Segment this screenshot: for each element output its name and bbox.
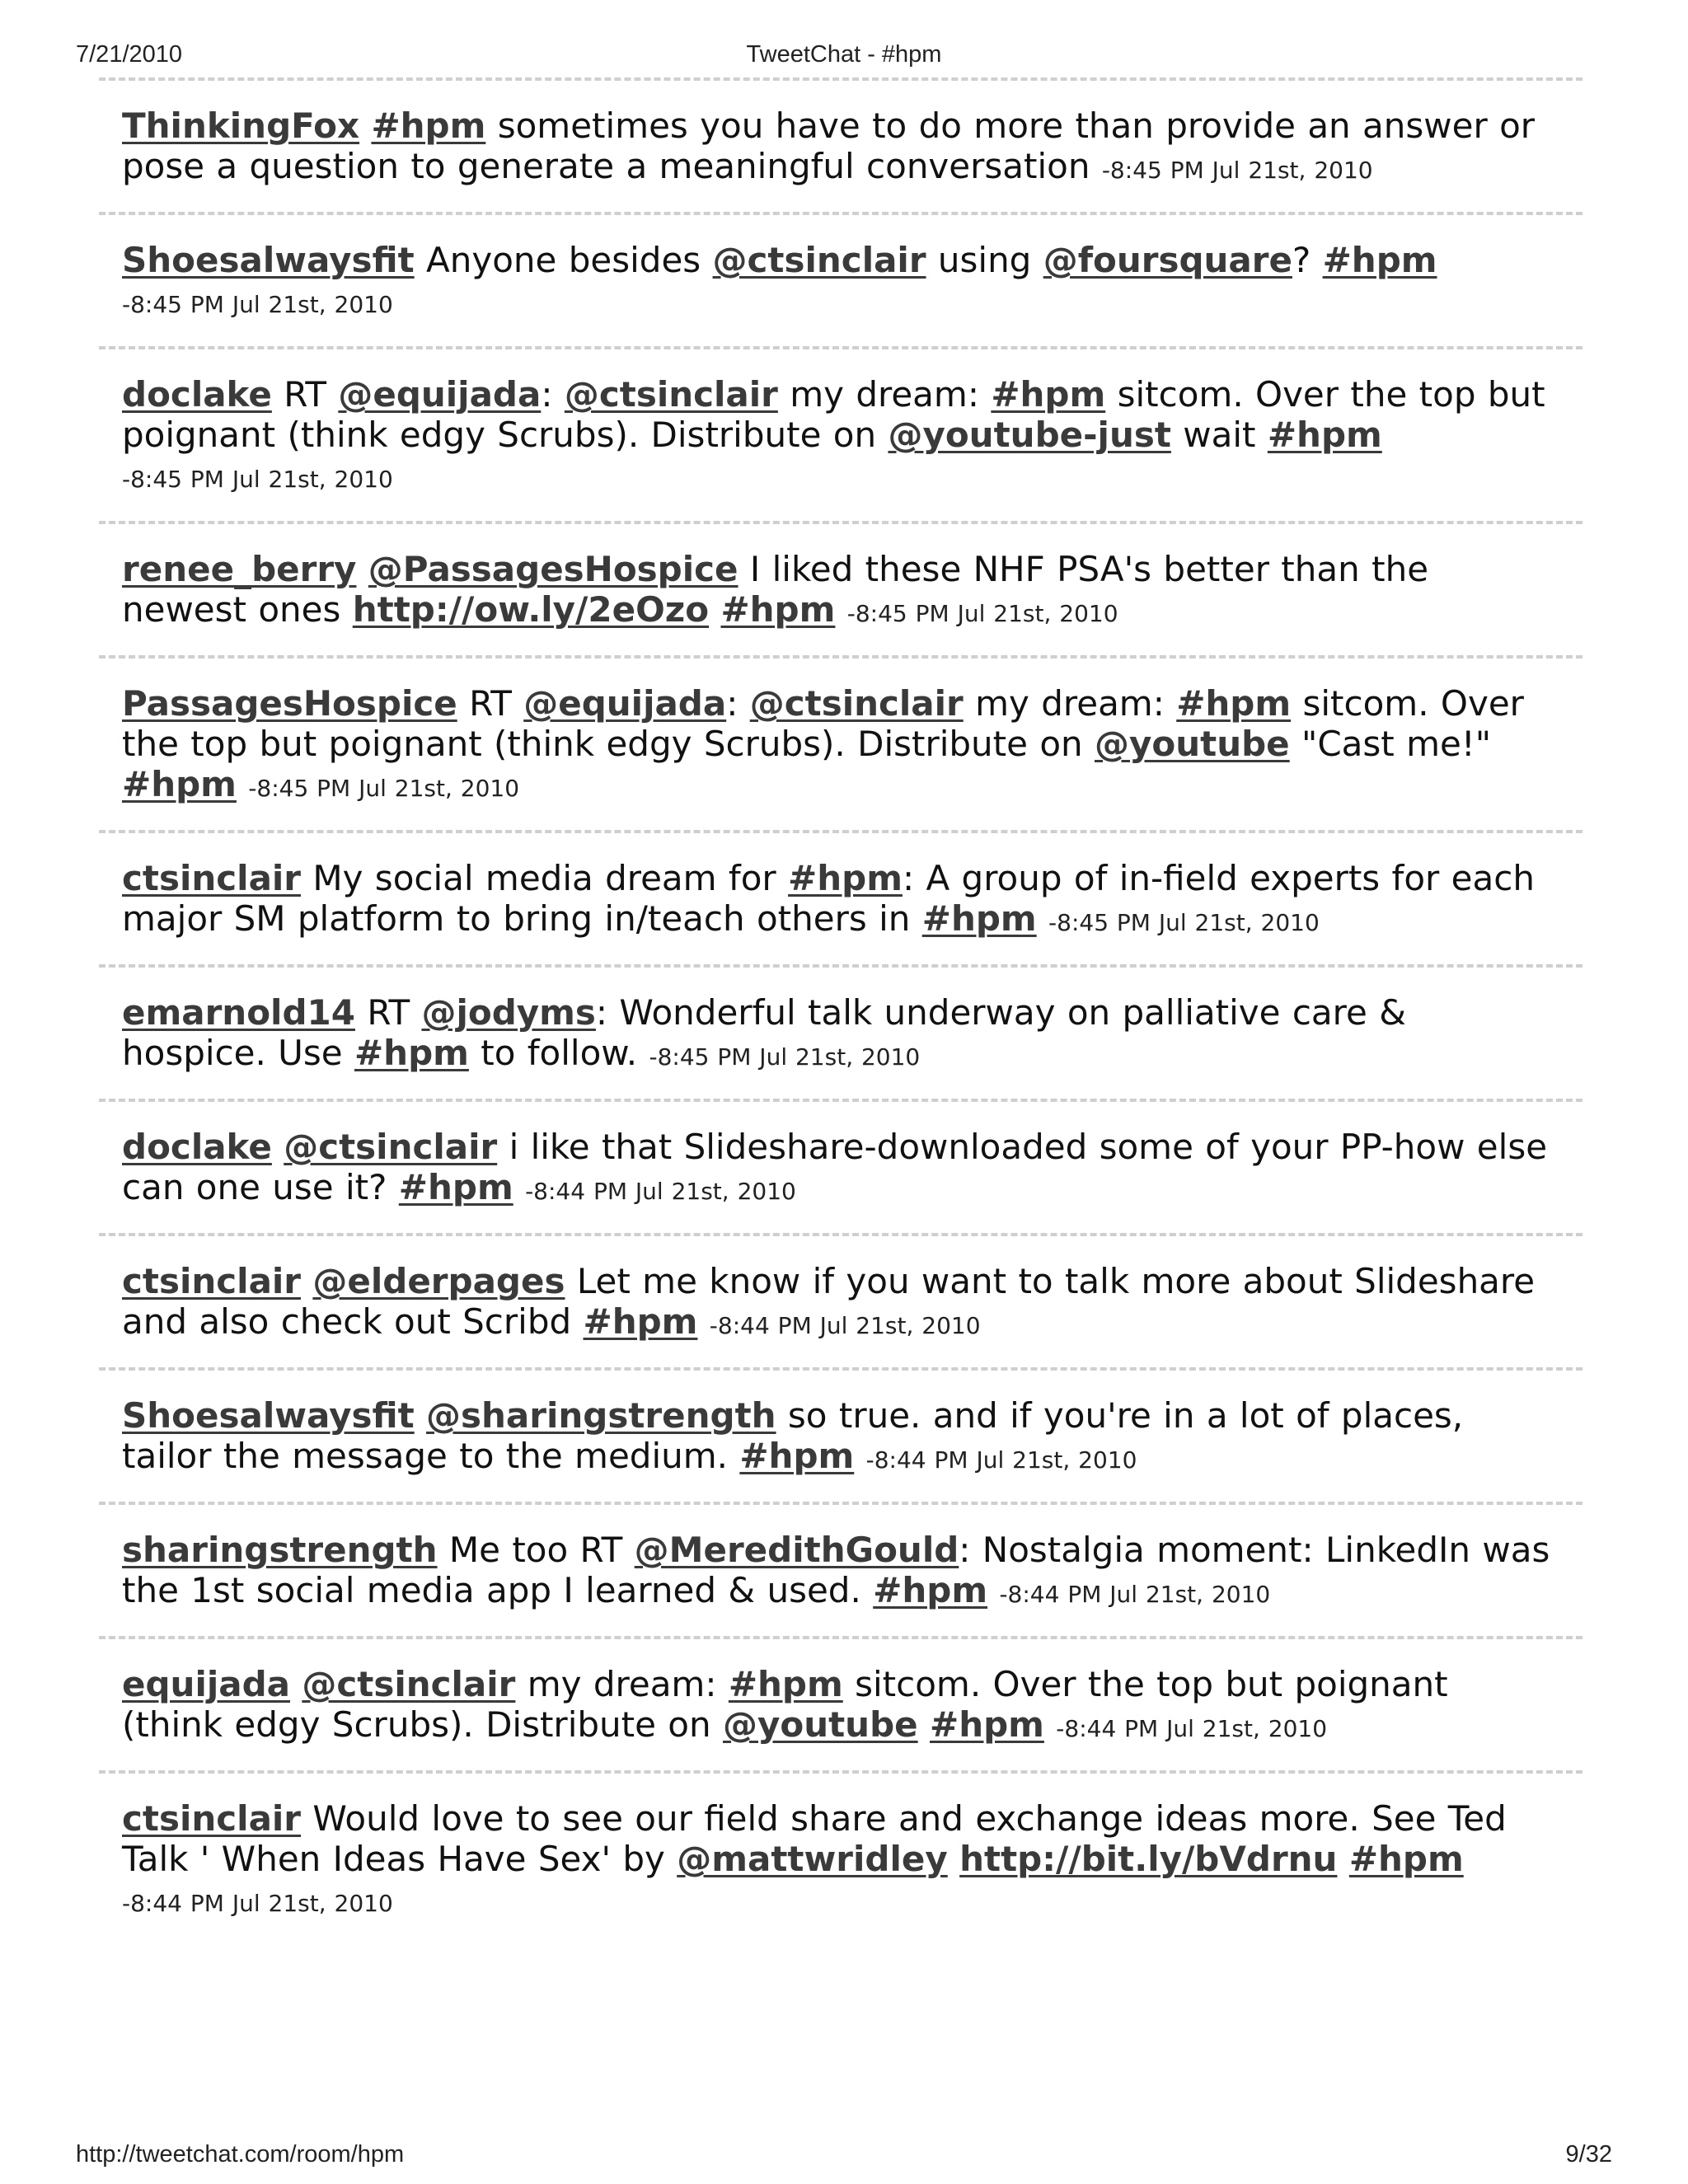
hashtag-link[interactable]: #hpm (1322, 240, 1437, 280)
hashtag-link[interactable]: #hpm (739, 1436, 855, 1476)
author-link[interactable]: Shoesalwaysfit (122, 1395, 415, 1436)
tweet-text: : Wonderful talk underway on palliative care & hospice. Use (122, 992, 1406, 1073)
tweet-item (99, 1636, 1582, 1770)
tweet-timestamp: -8:45 PM Jul 21st, 2010 (1048, 909, 1320, 936)
tweet-text: Would love to see our field share and exchange ideas more. See Ted Talk ' When Ideas Have Sex' by (122, 1798, 1507, 1879)
mention-link[interactable]: @jodyms (421, 992, 596, 1033)
tweet-item (99, 655, 1582, 830)
author-link[interactable]: doclake (122, 374, 272, 415)
tweet-timestamp: -8:45 PM Jul 21st, 2010 (122, 466, 393, 493)
tweet-text: Anyone besides (414, 240, 713, 280)
tweet-text: wait (1170, 415, 1268, 455)
tweet-text: : A group of in-field experts for each major SM platform to bring in/teach others in (122, 858, 1535, 939)
tweet-timestamp: -8:44 PM Jul 21st, 2010 (865, 1446, 1137, 1474)
tweet-text (356, 549, 368, 589)
mention-link[interactable]: @youtube (722, 1704, 918, 1745)
tweet-timestamp: -8:44 PM Jul 21st, 2010 (999, 1581, 1271, 1608)
tweet-item (99, 521, 1582, 655)
tweet-text: sitcom. Over the top but poignant (think edgy Scrubs). Distribute on (122, 374, 1545, 455)
tweet-text (1044, 1704, 1056, 1745)
mention-link[interactable]: @MeredithGould (634, 1530, 959, 1570)
hashtag-link[interactable]: #hpm (1348, 1839, 1464, 1879)
hashtag-link[interactable]: #hpm (728, 1664, 843, 1704)
tweet-timestamp: -8:45 PM Jul 21st, 2010 (122, 291, 393, 318)
tweet-timestamp: -8:44 PM Jul 21st, 2010 (525, 1178, 796, 1205)
tweet-text (513, 1167, 525, 1207)
tweet-item (99, 346, 1582, 521)
mention-link[interactable]: @elderpages (312, 1261, 565, 1301)
tweet-text: my dream: (515, 1664, 729, 1704)
author-link[interactable]: PassagesHospice (122, 683, 457, 724)
hashtag-link[interactable]: #hpm (720, 589, 836, 630)
print-header (76, 41, 1612, 74)
tweet-item (99, 1099, 1582, 1233)
tweet-item (99, 964, 1582, 1099)
tweet-text: using (926, 240, 1043, 280)
tweet-text: : (726, 683, 750, 724)
url-link[interactable]: http://bit.ly/bVdrnu (959, 1839, 1338, 1879)
tweet-text (1037, 898, 1048, 939)
tweet-timestamp: -8:45 PM Jul 21st, 2010 (1101, 157, 1373, 184)
tweet-feed (99, 77, 1582, 1945)
author-link[interactable]: sharingstrength (122, 1530, 438, 1570)
hashtag-link[interactable]: #hpm (1267, 415, 1382, 455)
tweet-timestamp: -8:45 PM Jul 21st, 2010 (649, 1043, 921, 1071)
page-url: http://tweetchat.com/room/hpm (76, 2141, 405, 2168)
tweet-text: ? (1292, 240, 1323, 280)
author-link[interactable]: doclake (122, 1127, 272, 1167)
page-title: TweetChat - #hpm (746, 41, 942, 68)
hashtag-link[interactable]: #hpm (1176, 683, 1292, 724)
mention-link[interactable]: @mattwridley (677, 1839, 948, 1879)
tweet-timestamp: -8:44 PM Jul 21st, 2010 (122, 1890, 393, 1917)
mention-link[interactable]: @ctsinclair (302, 1664, 516, 1704)
tweet-text: sitcom. Over the top but poignant (think edgy Scrubs). Distribute on (122, 1664, 1448, 1745)
tweet-text (948, 1839, 959, 1879)
tweet-item (99, 830, 1582, 964)
tweet-text (697, 1301, 709, 1342)
tweet-timestamp: -8:44 PM Jul 21st, 2010 (709, 1312, 981, 1339)
tweet-text: my dream: (963, 683, 1177, 724)
tweet-text (415, 1395, 426, 1436)
tweet-text: RT (271, 374, 339, 415)
author-link[interactable]: emarnold14 (122, 992, 355, 1033)
mention-link[interactable]: @PassagesHospice (368, 549, 738, 589)
tweet-text: RT (354, 992, 422, 1033)
tweet-text (301, 1261, 312, 1301)
hashtag-link[interactable]: #hpm (122, 764, 237, 804)
tweet-text: sometimes you have to do more than provide an answer or pose a question to generate a meaningful conversation (122, 105, 1536, 186)
author-link[interactable]: Shoesalwaysfit (122, 240, 415, 280)
tweet-item (99, 1367, 1582, 1502)
hashtag-link[interactable]: #hpm (398, 1167, 513, 1207)
hashtag-link[interactable]: #hpm (788, 858, 903, 898)
tweet-timestamp: -8:44 PM Jul 21st, 2010 (1056, 1715, 1328, 1742)
print-footer (76, 2141, 1612, 2174)
tweet-timestamp: -8:45 PM Jul 21st, 2010 (248, 775, 520, 802)
tweet-text: my dream: (777, 374, 992, 415)
tweet-item (99, 77, 1582, 212)
page-number: 9/32 (1565, 2141, 1612, 2168)
tweet-text (359, 105, 371, 146)
tweet-item (99, 1233, 1582, 1367)
tweet-text: Let me know if you want to talk more about Slideshare and also check out Scribd (122, 1261, 1536, 1342)
tweet-item (99, 212, 1582, 346)
tweet-text: so true. and if you're in a lot of places, tailor the message to the medium. (122, 1395, 1464, 1476)
url-link[interactable]: http://ow.ly/2eOzo (352, 589, 710, 630)
tweet-text: RT (457, 683, 524, 724)
mention-link[interactable]: @ctsinclair (564, 374, 778, 415)
tweet-item (99, 1502, 1582, 1636)
mention-link[interactable]: @equijada (523, 683, 727, 724)
tweet-text: I liked these NHF PSA's better than the newest ones (122, 549, 1429, 630)
tweet-timestamp: -8:45 PM Jul 21st, 2010 (846, 600, 1118, 627)
mention-link[interactable]: @ctsinclair (284, 1127, 498, 1167)
hashtag-link[interactable]: #hpm (930, 1704, 1044, 1745)
hashtag-link[interactable]: #hpm (354, 1033, 469, 1073)
hashtag-link[interactable]: #hpm (873, 1570, 988, 1610)
author-link[interactable]: renee_berry (122, 549, 357, 589)
author-link[interactable]: equijada (122, 1664, 290, 1704)
hashtag-link[interactable]: #hpm (371, 105, 486, 146)
mention-link[interactable]: @sharingstrength (426, 1395, 776, 1436)
tweet-text (272, 1127, 284, 1167)
author-link[interactable]: ctsinclair (122, 1798, 302, 1839)
hashtag-link[interactable]: #hpm (921, 898, 1037, 939)
mention-link[interactable]: @foursquare (1043, 240, 1292, 280)
tweet-text: sitcom. Over the top but poignant (think edgy Scrubs). Distribute on (122, 683, 1524, 764)
tweet-text: : Nostalgia moment: LinkedIn was the 1st social media app I learned & used. (122, 1530, 1550, 1610)
tweet-text (237, 764, 248, 804)
tweet-text: : (541, 374, 565, 415)
mention-link[interactable]: @ctsinclair (712, 240, 926, 280)
mention-link[interactable]: @equijada (338, 374, 542, 415)
tweet-item (99, 1770, 1582, 1945)
print-date: 7/21/2010 (76, 41, 183, 68)
tweet-text (854, 1436, 865, 1476)
author-link[interactable]: ctsinclair (122, 1261, 302, 1301)
tweet-text: My social media dream for (301, 858, 789, 898)
tweet-text (290, 1664, 302, 1704)
mention-link[interactable]: @youtube-just (888, 415, 1171, 455)
tweet-text (918, 1704, 930, 1745)
tweet-text: i like that Slideshare-downloaded some of your PP-how else can one use it? (122, 1127, 1548, 1207)
hashtag-link[interactable]: #hpm (991, 374, 1106, 415)
tweet-text (835, 589, 846, 630)
author-link[interactable]: ctsinclair (122, 858, 302, 898)
mention-link[interactable]: @ctsinclair (749, 683, 964, 724)
author-link[interactable]: ThinkingFox (122, 105, 360, 146)
tweet-text (709, 589, 720, 630)
tweet-text: Me too RT (437, 1530, 635, 1570)
hashtag-link[interactable]: #hpm (583, 1301, 698, 1342)
tweet-text (1337, 1839, 1348, 1879)
mention-link[interactable]: @youtube (1095, 724, 1290, 764)
tweet-text: "Cast me!" (1289, 724, 1492, 764)
tweet-text (987, 1570, 999, 1610)
tweet-text: to follow. (468, 1033, 649, 1073)
